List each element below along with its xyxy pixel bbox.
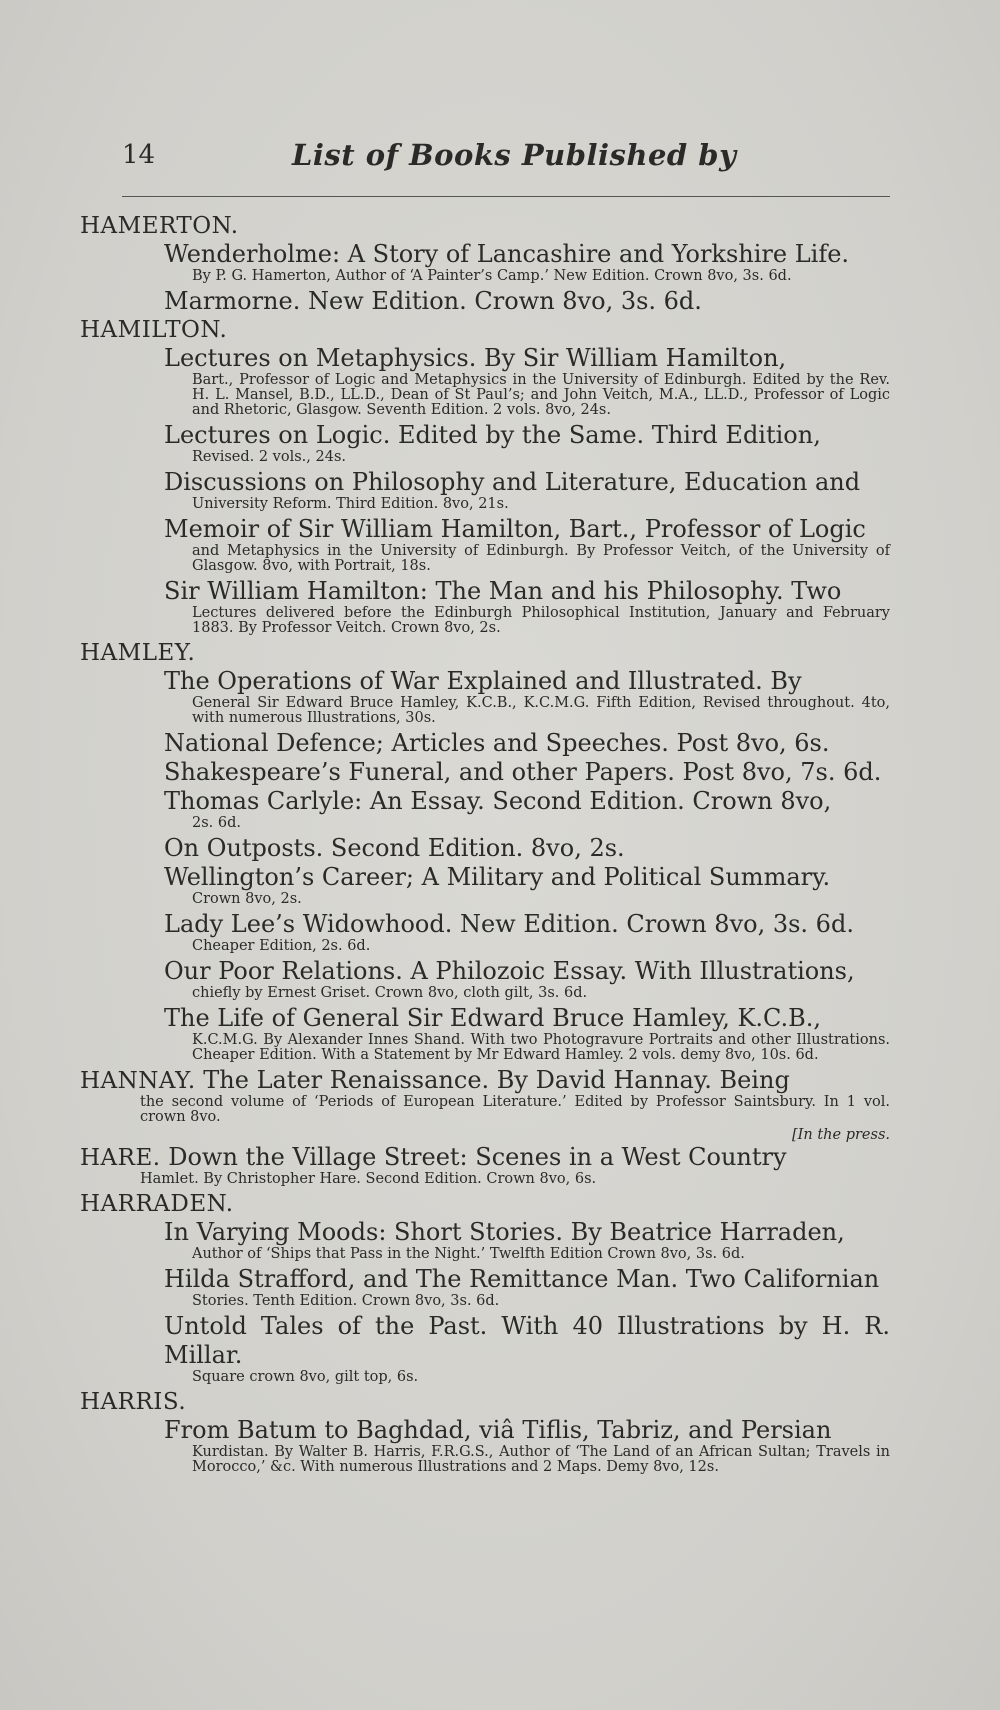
author-section (80, 1143, 890, 1187)
author-section (80, 316, 890, 636)
book-entry (80, 758, 890, 787)
entry-description: the second volume of ‘Periods of European Literature.’ Edited by Professor Saintsbury. In 1 vol. crown 8vo. (140, 1094, 890, 1125)
entry-title: Discussions on Philosophy and Literature, Education and (164, 468, 861, 496)
entry-title: The Life of General Sir Edward Bruce Hamley, K.C.B., (164, 1004, 822, 1032)
entry-title: Memoir of Sir William Hamilton, Bart., Professor of Logic (164, 515, 866, 543)
book-entry (80, 577, 890, 636)
entry-description: K.C.M.G. By Alexander Innes Shand. With two Photogravure Portraits and other Illustrations. Cheaper Edition. With a Statement by Mr Edward Hamley. 2 vols. demy 8vo, 10s. 6d. (192, 1032, 890, 1063)
book-entry (80, 787, 890, 831)
entry-description: General Sir Edward Bruce Hamley, K.C.B., K.C.M.G. Fifth Edition, Revised throughout. 4to, with numerous Illustrations, 30s. (192, 695, 890, 726)
book-entry (80, 344, 890, 418)
entry-title: Lectures on Metaphysics. By Sir William Hamilton, (164, 344, 787, 372)
entry-title: Shakespeare’s Funeral, and other Papers. Post 8vo, 7s. 6d. (164, 758, 882, 786)
book-list (80, 212, 890, 1478)
book-entry (80, 1416, 890, 1475)
author-heading: HANNAY. (80, 1068, 196, 1094)
entry-title: Down the Village Street: Scenes in a West Country (168, 1143, 787, 1171)
entry-title-line (80, 1143, 890, 1172)
author-heading: HAMERTON. (80, 213, 239, 239)
book-entry (80, 468, 890, 512)
entry-title-line (80, 1066, 890, 1095)
book-entry (80, 667, 890, 726)
entry-title: Wenderholme: A Story of Lancashire and Yorkshire Life. (164, 240, 850, 268)
entry-title: In Varying Moods: Short Stories. By Beatrice Harraden, (164, 1218, 845, 1246)
entry-title: Sir William Hamilton: The Man and his Philosophy. Two (164, 577, 842, 605)
book-entry (80, 1218, 890, 1262)
entry-title: Wellington’s Career; A Military and Political Summary. (164, 863, 831, 891)
entry-title: From Batum to Baghdad, viâ Tiflis, Tabriz, and Persian (164, 1416, 832, 1444)
book-entry (80, 834, 890, 863)
entry-description: By P. G. Hamerton, Author of ‘A Painter’s Camp.’ New Edition. Crown 8vo, 3s. 6d. (192, 268, 792, 284)
author-heading: HARRADEN. (80, 1191, 234, 1217)
page-header (122, 140, 890, 180)
entry-title: Marmorne. New Edition. Crown 8vo, 3s. 6d. (164, 287, 702, 315)
entry-title: Lectures on Logic. Edited by the Same. Third Edition, (164, 421, 821, 449)
entry-description: Bart., Professor of Logic and Metaphysics in the University of Edinburgh. Edited by the Rev. H. L. Mansel, B.D., LL.D., Dean of St Paul’s; and John Veitch, M.A., LL.D., Professor of Logic and Rhetoric, Glasgow. Seventh Edition. 2 vols. 8vo, 24s. (192, 372, 890, 418)
entry-title: On Outposts. Second Edition. 8vo, 2s. (164, 834, 625, 862)
book-entry (80, 421, 890, 465)
author-heading: HAMLEY. (80, 640, 196, 666)
running-title: List of Books Published by (292, 138, 737, 172)
entry-description: Square crown 8vo, gilt top, 6s. (192, 1369, 419, 1385)
author-section (80, 639, 890, 1063)
author-section (80, 1066, 890, 1143)
entry-description: Revised. 2 vols., 24s. (192, 449, 347, 465)
entry-description: Kurdistan. By Walter B. Harris, F.R.G.S., Author of ‘The Land of an African Sultan; Travels in Morocco,’ &c. With numerous Illustrations and 2 Maps. Demy 8vo, 12s. (192, 1444, 890, 1475)
book-entry (80, 1265, 890, 1309)
entry-title: National Defence; Articles and Speeches. Post 8vo, 6s. (164, 729, 830, 757)
author-section (80, 1190, 890, 1385)
author-heading: HAMILTON. (80, 317, 228, 343)
entry-title: Untold Tales of the Past. With 40 Illustrations by H. R. Millar. (164, 1312, 890, 1369)
entry-description: and Metaphysics in the University of Edinburgh. By Professor Veitch, of the University of Glasgow. 8vo, with Portrait, 18s. (192, 543, 890, 574)
entry-note: [In the press. (792, 1127, 890, 1143)
page-number: 14 (122, 140, 156, 170)
book-entry (80, 515, 890, 574)
book-entry (80, 863, 890, 907)
entry-title: The Later Renaissance. By David Hannay. Being (203, 1066, 790, 1094)
book-entry (80, 287, 890, 316)
book-entry (80, 240, 890, 284)
author-section (80, 1388, 890, 1475)
entry-title: The Operations of War Explained and Illustrated. By (164, 667, 802, 695)
entry-description: Author of ‘Ships that Pass in the Night.’ Twelfth Edition Crown 8vo, 3s. 6d. (192, 1246, 745, 1262)
entry-description: University Reform. Third Edition. 8vo, 21s. (192, 496, 509, 512)
entry-title: Lady Lee’s Widowhood. New Edition. Crown 8vo, 3s. 6d. (164, 910, 854, 938)
entry-description: Hamlet. By Christopher Hare. Second Edition. Crown 8vo, 6s. (140, 1171, 597, 1187)
book-entry (80, 1004, 890, 1063)
entry-title: Our Poor Relations. A Philozoic Essay. With Illustrations, (164, 957, 855, 985)
author-heading: HARRIS. (80, 1389, 187, 1415)
book-entry (80, 910, 890, 954)
entry-description: Lectures delivered before the Edinburgh Philosophical Institution, January and February 1883. By Professor Veitch. Crown 8vo, 2s. (192, 605, 890, 636)
entry-title: Hilda Strafford, and The Remittance Man. Two Californian (164, 1265, 880, 1293)
entry-description: Crown 8vo, 2s. (192, 891, 302, 907)
entry-description: Cheaper Edition, 2s. 6d. (192, 938, 371, 954)
entry-description: Stories. Tenth Edition. Crown 8vo, 3s. 6d. (192, 1293, 500, 1309)
entry-description: 2s. 6d. (192, 815, 242, 831)
entry-description: chiefly by Ernest Griset. Crown 8vo, cloth gilt, 3s. 6d. (192, 985, 588, 1001)
entry-title: Thomas Carlyle: An Essay. Second Edition. Crown 8vo, (164, 787, 832, 815)
book-entry (80, 957, 890, 1001)
author-heading: HARE. (80, 1145, 161, 1171)
book-entry (80, 1312, 890, 1385)
book-entry (80, 729, 890, 758)
header-rule (122, 196, 890, 197)
author-section (80, 212, 890, 316)
